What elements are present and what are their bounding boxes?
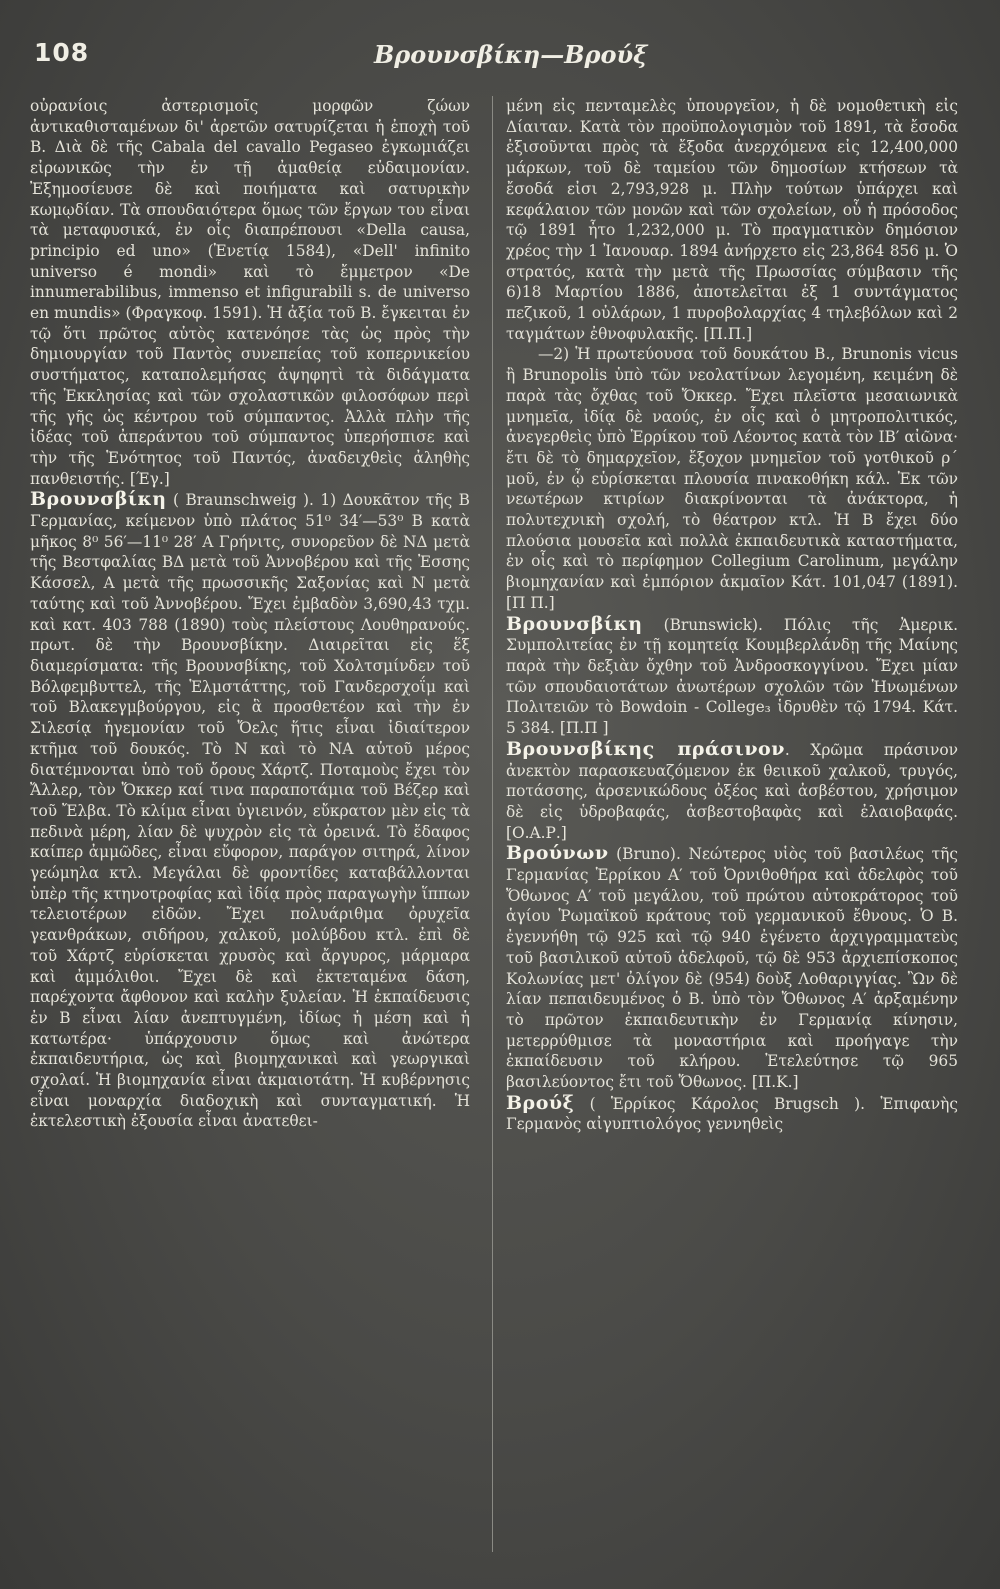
headword: Βρουνσβίκη bbox=[30, 488, 167, 511]
page-header bbox=[34, 38, 964, 78]
entry-text: οὐρανίοις ἀστερισμοῖς μορφῶν ζώων ἀντικαθισταμένων δι' ἀρετῶν σατυρίζεται ἡ ἐποχὴ τοῦ Β. Διὰ δὲ τῆς Cabala del cavallo Pegaseo ἐγκωμιάζει εἰρωνικῶς τὴν ἐν τῇ ἀμαθείᾳ εὐδαιμονίαν. Ἐξημοσίευσε δὲ καὶ ποιήματα καὶ σατυρικὴν κωμῳδίαν. Τὰ σπουδαιότερα ὅμως τῶν ἔργων του εἶναι τὰ μεταφυσικά, ἐν οἷς διαπρέπουσι «Della causa, principio ed uno» (Ἐνετίᾳ 1584), «Dell' infinito universo é mondi» καὶ τὸ ἔμμετρον «De innumerabilibus, immenso et infigurabili s. de universo en mundis» (Φραγκοφ. 1591). Ἡ ἀξία τοῦ Β. ἔγκειται ἐν τῷ ὅτι πρῶτος αὐτὸς κατενόησε τὰς ὡς πρὸς τὴν δημιουργίαν τοῦ Παντὸς συνεπείας τοῦ κοπερνικείου συστήματος, καταπολεμήσας ἀψηφητὶ τὰ διδάγματα τῆς Ἐκκλησίας καὶ τῶν σχολαστικῶν φιλοσόφων περὶ τῆς γῆς ὡς κέντρου τοῦ σύμπαντος. Ἀλλὰ πλὴν τῆς ἰδέας τοῦ ἀπεράντου τοῦ σύμπαντος ὑπερήσπισε καὶ τὴν τῆς Ἑνότητος τοῦ Παντός, ἀναδειχθεὶς ἀληθὴς πανθειστής. bbox=[30, 97, 470, 488]
entry-text: ( Braunschweig ). 1) Δουκᾶτον τῆς Β Γερμανίας, κείμενον ὑπὸ πλάτος 51⁰ 34′—53⁰ Β κατὰ μῆκος 8⁰ 56′—11⁰ 28′ Α Γρήνιτς, συνορεῦον δὲ ΝΔ μετὰ τῆς Βεστφαλίας ΒΔ μετὰ τοῦ Ἀννοβέρου καὶ τῆς Ἐσσης Κάσσελ, Α μετὰ τῆς πρωσσικῆς Σαξονίας καὶ Ν μετὰ ταύτης καὶ τοῦ Ἀννοβέρου. Ἔχει ἐμβαδὸν 3,690,43 τχμ. καὶ κατ. 403 788 (1890) τοὺς πλείστους Λουθηρανούς. πρωτ. δὲ τὴν Βρουνσβίκην. Διαιρεῖται εἰς ἕξ διαμερίσματα: τῆς Βρουνσβίκης, τοῦ Χολτσμίνδεν τοῦ Βόλφεμβυττελ, τῆς Ἑλμστάττης, τοῦ Γανδερσχοΐμ καὶ τοῦ Βλακεγμβούργου, εἰς ἃ προσθετέον καὶ τὴν ἐν Σιλεσίᾳ ἡγεμονίαν τοῦ Ὄελς ἥτις εἶναι ἰδιαίτερον κτῆμα τοῦ δουκός. Τὸ Ν καὶ τὸ ΝΑ αὐτοῦ μέρος διατέμνονται ὑπὸ τοῦ ὄρους Χάρτζ. Ποταμοὺς ἔχει τὸν Ἄλλερ, τὸν Ὄκκερ καί τινα παραποτάμια τοῦ Βέζερ καὶ τοῦ Ἔλβα. Τὸ κλίμα εἶναι ὑγιεινόν, εὔκρατον μὲν εἰς τὰ πεδινὰ μέρη, λίαν δὲ ψυχρὸν εἰς τὰ ὀρεινά. Τὸ ἔδαφος καίπερ ἀμμῶδες, εἶναι εὔφορον, παράγον σιτηρά, λίνον γεώμηλα κτλ. Μεγάλαι δὲ φροντίδες καταβάλλονται ὑπὲρ τῆς κτηνοτροφίας καὶ ἰδίᾳ πρὸς παραγωγὴν ἵππων τελειοτέρων εἰδῶν. Ἔχει πολυάριθμα ὀρυχεῖα γεανθράκων, σιδήρου, χαλκοῦ, μολύβδου κτλ. ἐπὶ δὲ τοῦ Χάρτζ εὑρίσκεται χρυσὸς καὶ ἄργυρος, μάρμαρα καὶ ἀμμόλιθοι. Ἔχει δὲ καὶ ἐκτεταμένα δάση, παρέχοντα ἄφθονον καὶ καλὴν ξυλείαν. Ἡ ἐκπαίδευσις ἐν Β εἶναι λίαν ἀνεπτυγμένη, ἰδίως ἡ μέση καὶ ἡ κατωτέρα· ὑπάρχουσιν ὅμως καὶ ἀνώτερα ἐκπαιδευτήρια, ὡς καὶ βιομηχανικαὶ καὶ γεωργικαὶ σχολαί. Ἡ βιομηχανία εἶναι ἀκμαιοτάτη. Ἡ κυβέρνησις εἶναι μοναρχία διαδοχικὴ καὶ συνταγματική. Ἡ ἐκτελεστικὴ ἐξουσία εἶναι ἀνατεθει- bbox=[30, 491, 470, 1131]
entry-text: (Brunswick). Πόλις τῆς Ἀμερικ. Συμπολιτείας ἐν τῇ κομητείᾳ Κουμβερλάνδῃ τῆς Μαίνης παρὰ τὴν δεξιὰν ὄχθην τοῦ Ἀνδροσκογγίνου. Ἔχει μίαν τῶν σπουδαιοτάτων ἀνωτέρων σχολῶν τῶν Ἡνωμένων Πολιτειῶν τὸ Bowdoin - College₃ ἱδρυθὲν τῷ 1794. Κάτ. 5 384. bbox=[506, 615, 958, 738]
entry-bruno bbox=[506, 843, 958, 1092]
entry-brugsch bbox=[506, 1093, 958, 1135]
author-initials: [Π.Π ] bbox=[559, 719, 609, 738]
column-divider bbox=[492, 96, 493, 1552]
entry-text: ( Ἑρρίκος Κάρολος Brugsch ). Ἐπιφανὴς Γερμανὸς αἰγυπτιολόγος γεννηθεὶς bbox=[506, 1094, 958, 1134]
entry-text: —2) Ἡ πρωτεύουσα τοῦ δουκάτου Β., Brunonis vicus ἢ Brunopolis ὑπὸ τῶν νεολατίνων λεγομένη, κειμένη δὲ παρὰ τὰς ὄχθας τοῦ Ὄκκερ. Ἔχει πλεῖστα μεσαιωνικὰ μνημεῖα, ἰδίᾳ δὲ ναούς, ἐν οἷς καὶ ὁ μητροπολιτικός, ἀνεγερθεὶς ὑπὸ Ἑρρίκου τοῦ Λέοντος κατὰ τὸν ΙΒ′ αἰῶνα· ἔτι δὲ τὸ δημαρχεῖον, ἔξοχον μνημεῖον τοῦ γοτθικοῦ ρ΄ μοῦ, ἐν ᾧ εὑρίσκεται πλουσία πινακοθήκη κάλ. Ἐκ τῶν νεωτέρων κτιρίων διακρίνονται τὰ ἀνάκτορα, ἡ πολυτεχνικὴ σχολή, τὸ θέατρον κτλ. Ἡ Β ἔχει δύο πλούσια μουσεῖα καὶ πολλὰ ἐκπαιδευτικὰ καταστήματα, ἐν οἷς καὶ τὸ περίφημον Collegium Carolinum, μεγάλην βιομηχανίαν καὶ ἐμπόριον ἀκμαῖον Κάτ. 101,047 (1891). bbox=[506, 345, 958, 592]
entry-text: (Bruno). Νεώτερος υἱὸς τοῦ βασιλέως τῆς Γερμανίας Ἑρρίκου Α′ τοῦ Ὀρνιθοθήρα καὶ ἀδελφὸς τοῦ Ὄθωνος Α′ τοῦ μεγάλου, τοῦ πρώτου αὐτοκράτορος τοῦ ἁγίου Ῥωμαϊκοῦ κράτους τοῦ γερμανικοῦ ἔθνους. Ὁ Β. ἐγεννήθη τῷ 925 καὶ τῷ 940 ἐγένετο ἀρχιγραμματεὺς τοῦ βασιλικοῦ αὐτοῦ ἀδελφοῦ, τῷ δὲ 953 ἀρχιεπίσκοπος Κολωνίας μετ' ὀλίγον δὲ (954) δοὺξ Λοθαριγγίας. Ὢν δὲ λίαν πεπαιδευμένος ὁ Β. ὑπὸ τὸν Ὄθωνος Α′ ἀρξαμένην τὸ πρῶτον ἐκπαιδευτικὴν ἐν Γερμανίᾳ κίνησιν, μετερρύθμισε τὰ μοναστήρια καὶ προήγαγε τὴν ἐκπαίδευσιν τοῦ κλήρου. Ἐτελεύτησε τῷ 965 βασιλεύοντος ἔτι τοῦ Ὄθωνος. bbox=[506, 845, 958, 1092]
page-number: 108 bbox=[34, 38, 90, 67]
author-initials: [Έγ.] bbox=[129, 469, 170, 488]
entry-city-section bbox=[506, 344, 958, 613]
headword: Βρούξ bbox=[506, 1091, 575, 1114]
entry-text: . Χρῶμα πράσινον ἀνεκτὸν παρασκευαζόμενον ἐκ θειικοῦ χαλκοῦ, τρυγός, ποτάσσης, ἀρσενικώδους ὀξέος καὶ ἀσβέστου, χρήσιμον δὲ εἰς ὑδροβαφάς, ἀσβεστοβαφὰς καὶ ἐλαιοβαφάς. bbox=[506, 740, 959, 821]
author-initials: [Π Π.] bbox=[506, 593, 555, 612]
headword: Βρούνων bbox=[506, 842, 609, 865]
right-column bbox=[506, 96, 958, 1135]
author-initials: [Ο.Α.Ρ.] bbox=[506, 823, 567, 842]
author-initials: [Π.Π.] bbox=[703, 324, 753, 343]
entry-continuation bbox=[30, 96, 470, 489]
left-column bbox=[30, 96, 470, 1132]
entry-brunswick-green bbox=[506, 739, 958, 844]
author-initials: [Π.Κ.] bbox=[751, 1073, 799, 1092]
entry-brunswick bbox=[506, 614, 958, 739]
running-head: Βρουνσβίκη—Βρούξ bbox=[374, 40, 648, 69]
entry-braunschweig bbox=[30, 489, 470, 1132]
entry-continuation bbox=[506, 96, 958, 344]
headword: Βρουνσβίκης πράσινον bbox=[506, 737, 785, 760]
entry-text: μένη εἰς πενταμελὲς ὑπουργεῖον, ἡ δὲ νομοθετικὴ εἰς Δίαιταν. Κατὰ τὸν προϋπολογισμὸν τοῦ 1891, τὰ ἔσοδα ἐξισοῦνται πρὸς τὰ ἔξοδα ἀνερχόμενα εἰς 12,400,000 μάρκων, τοῦ δὲ ταμείου τῶν δημοσίων κτήσεων τὰ ἔσοδά εἰσι 2,793,928 μ. Πλὴν τούτων ὑπάρχει καὶ κεφάλαιον τῶν μονῶν καὶ τῶν σχολείων, οὗ ἡ πρόσοδος τῷ 1891 ἦτο 1,232,000 μ. Τὸ πραγματικὸν δημόσιον χρέος τὴν 1 Ἰανουαρ. 1894 ἀνήρχετο εἰς 23,864 856 μ. Ὁ στρατός, κατὰ τὴν μετὰ τῆς Πρωσσίας σύμβασιν τῆς 6)18 Μαρτίου 1886, ἀποτελεῖται ἐξ 1 συντάγματος πεζικοῦ, 1 οὐλάρων, 1 πυροβολαρχίας 4 τηλεβόλων καὶ 2 ταγμάτων ἐθνοφυλακῆς. bbox=[506, 97, 958, 343]
headword: Βρουνσβίκη bbox=[506, 612, 643, 635]
